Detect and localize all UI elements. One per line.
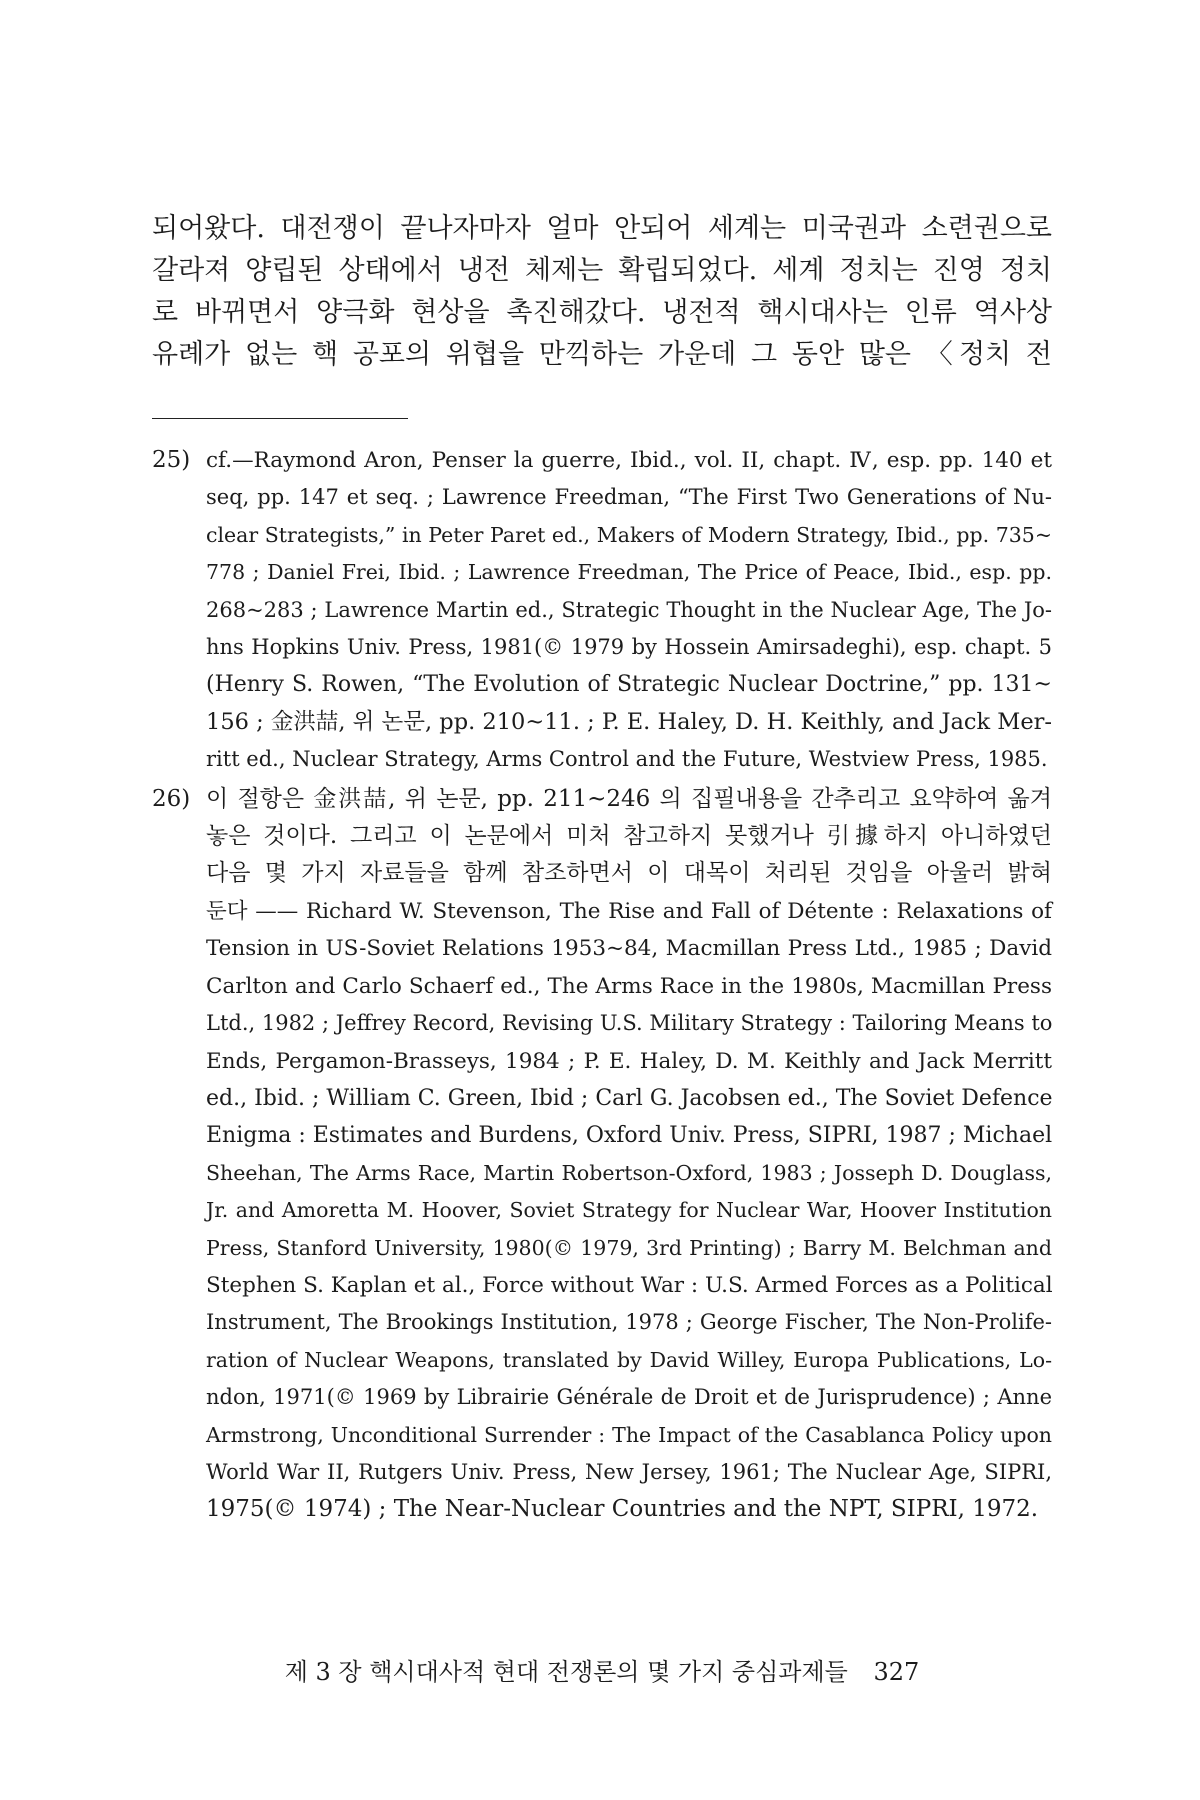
footnote-number: 26) xyxy=(152,785,191,812)
footnote-line: Jr. and Amoretta M. Hoover, Soviet Strategy for Nuclear War, Hoover Institution xyxy=(206,1198,1052,1223)
footnote-line: World War II, Rutgers Univ. Press, New Jersey, 1961; The Nuclear Age, SIPRI, xyxy=(206,1459,1052,1484)
footnote-line: Ends, Pergamon-Brasseys, 1984 ; P. E. Haley, D. M. Keithly and Jack Merritt xyxy=(206,1048,1052,1074)
body-line: 로 바뀌면서 양극화 현상을 촉진해갔다. 냉전적 핵시대사는 인류 역사상 xyxy=(152,297,1052,328)
footnote-line: cf.—Raymond Aron, Penser la guerre, Ibid., vol. II, chapt. Ⅳ, esp. pp. 140 et xyxy=(206,448,1052,473)
footnote-26 xyxy=(152,781,1052,1529)
footnote-line: seq, pp. 147 et seq. ; Lawrence Freedman, “The First Two Generations of Nu- xyxy=(206,485,1052,510)
body-line: 되어왔다. 대전쟁이 끝나자마자 얼마 안되어 세계는 미국권과 소련권으로 xyxy=(152,213,1052,244)
footnote-separator xyxy=(152,418,408,419)
footnote-line: Stephen S. Kaplan et al., Force without War : U.S. Armed Forces as a Political xyxy=(206,1272,1053,1298)
body-line: 유례가 없는 핵 공포의 위협을 만끽하는 가운데 그 동안 많은 〈정치 전 xyxy=(152,339,1052,370)
footnote-line: Enigma : Estimates and Burdens, Oxford Univ. Press, SIPRI, 1987 ; Michael xyxy=(206,1123,1053,1149)
footnote-line: 이 절항은 金洪喆, 위 논문, pp. 211~246 의 집필내용을 간추리고 요약하여 옮겨 xyxy=(206,785,1052,812)
footnote-number: 25) xyxy=(152,447,191,473)
footnote-line: ndon, 1971(© 1969 by Librairie Générale de Droit et de Jurisprudence) ; Anne xyxy=(206,1385,1052,1410)
footnote-line: Carlton and Carlo Schaerf ed., The Arms Race in the 1980s, Macmillan Press xyxy=(206,973,1052,999)
body-paragraph xyxy=(152,208,1052,376)
footnote-line: hns Hopkins Univ. Press, 1981(© 1979 by Hossein Amirsadeghi), esp. chapt. 5 xyxy=(206,635,1052,660)
footnote-line: 1975(© 1974) ; The Near-Nuclear Countries and the NPT, SIPRI, 1972. xyxy=(206,1496,1039,1523)
footnote-line: Tension in US-Soviet Relations 1953~84, Macmillan Press Ltd., 1985 ; David xyxy=(206,936,1052,962)
footnote-line: ed., Ibid. ; William C. Green, Ibid ; Carl G. Jacobsen ed., The Soviet Defence xyxy=(206,1085,1053,1111)
footnote-line: 778 ; Daniel Frei, Ibid. ; Lawrence Freedman, The Price of Peace, Ibid., esp. pp. xyxy=(206,560,1052,585)
running-footer-title: 제 3 장 핵시대사적 현대 전쟁론의 몇 가지 중심과제들 xyxy=(284,1658,848,1686)
footnote-line: 둔다 —— Richard W. Stevenson, The Rise and Fall of Détente : Relaxations of xyxy=(206,898,1052,924)
body-line: 갈라져 양립된 상태에서 냉전 체제는 확립되었다. 세계 정치는 진영 정치 xyxy=(152,255,1052,286)
footnote-line: (Henry S. Rowen, “The Evolution of Strategic Nuclear Doctrine,” pp. 131~ xyxy=(206,672,1052,698)
footnote-line: Armstrong, Unconditional Surrender : The Impact of the Casablanca Policy upon xyxy=(206,1422,1052,1447)
footnotes xyxy=(152,442,1052,1529)
footnote-25 xyxy=(152,442,1052,779)
footnote-line: 156 ; 金洪喆, 위 논문, pp. 210~11. ; P. E. Haley, D. H. Keithly, and Jack Mer- xyxy=(206,708,1052,735)
footnote-line: clear Strategists,” in Peter Paret ed., Makers of Modern Strategy, Ibid., pp. 735~ xyxy=(206,522,1052,547)
footnote-line: Sheehan, The Arms Race, Martin Robertson-Oxford, 1983 ; Josseph D. Douglass, xyxy=(206,1160,1052,1185)
page-footer xyxy=(152,1652,1052,1687)
footnote-line: 놓은 것이다. 그리고 이 논문에서 미처 참고하지 못했거나 引據하지 아니하였던 xyxy=(206,823,1052,850)
page-number: 327 xyxy=(873,1658,920,1686)
footnote-line: ritt ed., Nuclear Strategy, Arms Control and the Future, Westview Press, 1985. xyxy=(206,747,1048,772)
footnote-line: ration of Nuclear Weapons, translated by David Willey, Europa Publications, Lo- xyxy=(206,1347,1052,1372)
footnote-line: Press, Stanford University, 1980(© 1979, 3rd Printing) ; Barry M. Belchman and xyxy=(206,1235,1052,1260)
footnote-line: Ltd., 1982 ; Jeffrey Record, Revising U.S. Military Strategy : Tailoring Means to xyxy=(206,1011,1053,1036)
footnote-line: 268~283 ; Lawrence Martin ed., Strategic Thought in the Nuclear Age, The Jo- xyxy=(206,597,1052,622)
footnote-line: Instrument, The Brookings Institution, 1978 ; George Fischer, The Non-Prolife- xyxy=(206,1310,1052,1335)
footnote-line: 다음 몇 가지 자료들을 함께 참조하면서 이 대목이 처리된 것임을 아울러 밝혀 xyxy=(206,860,1052,887)
